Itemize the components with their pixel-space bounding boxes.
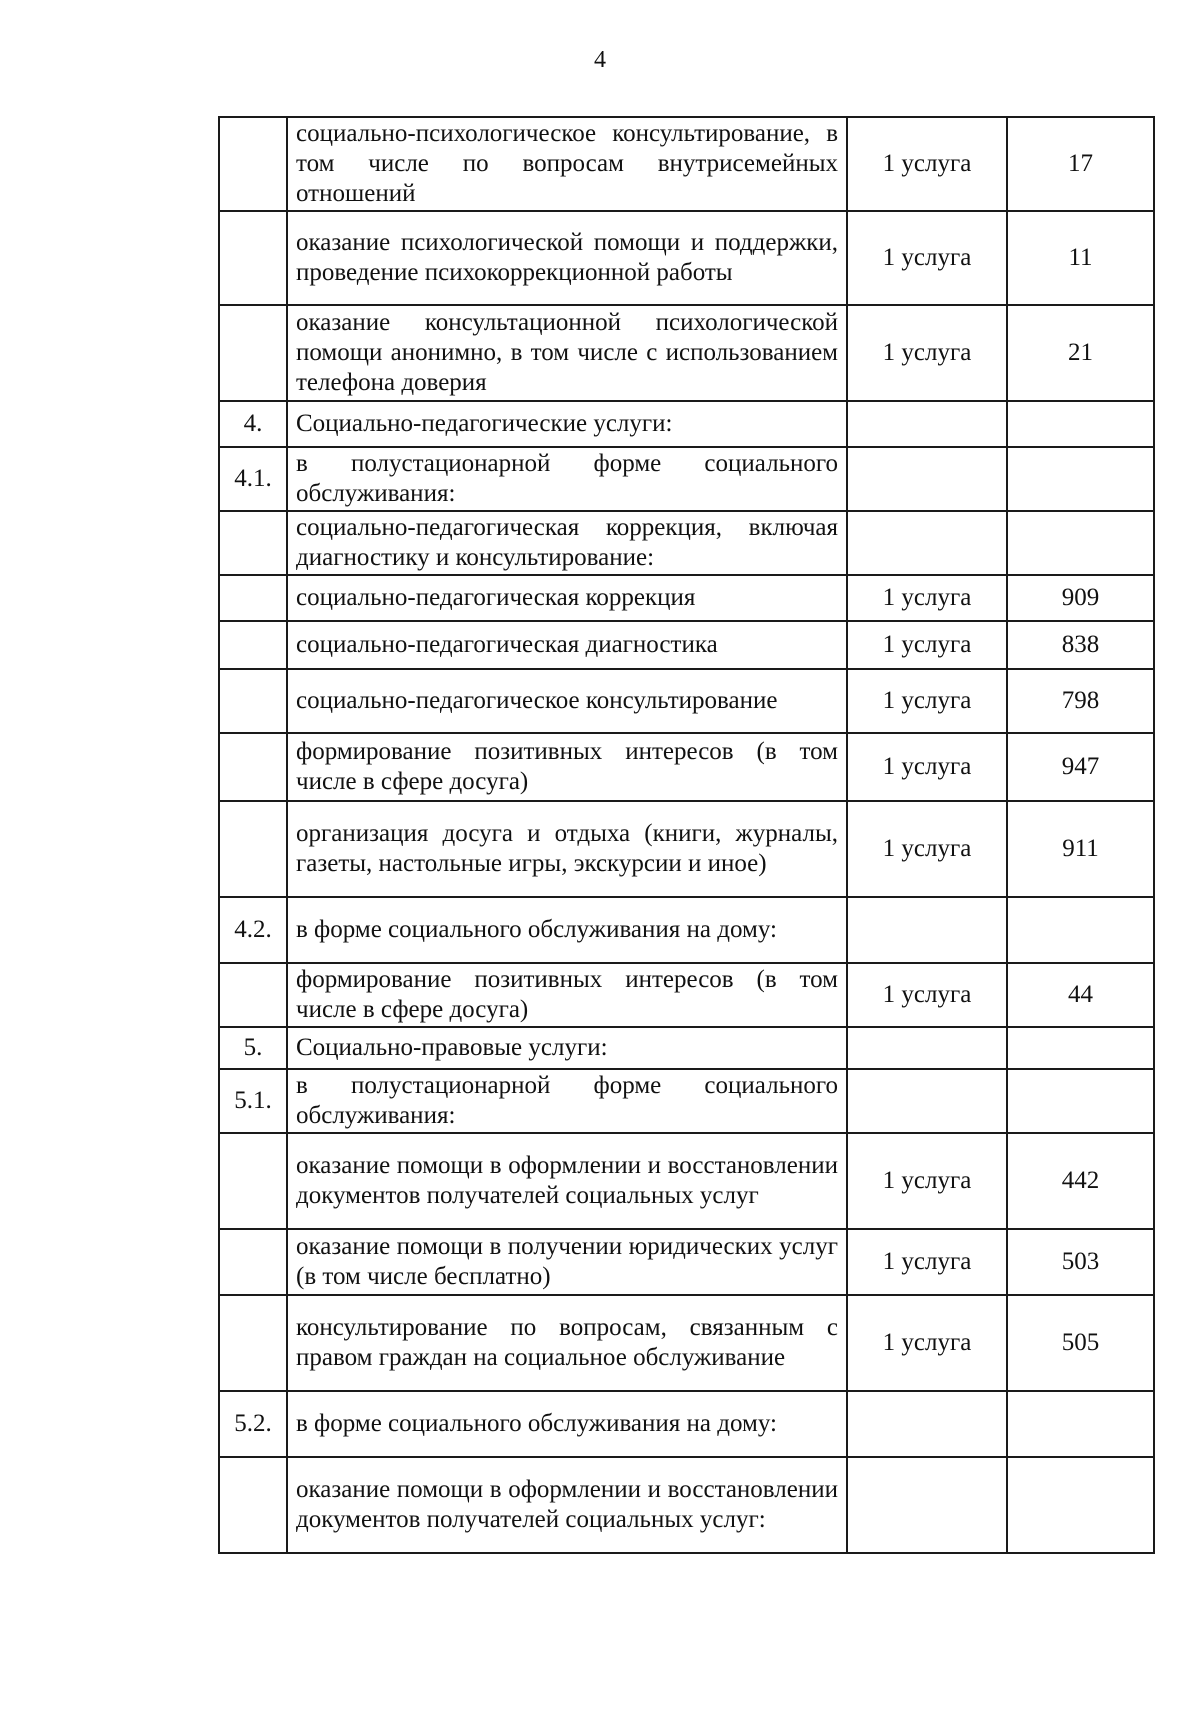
service-unit: 1 услуга xyxy=(847,733,1007,801)
service-value xyxy=(1007,1457,1154,1553)
service-unit: 1 услуга xyxy=(847,117,1007,211)
service-unit: 1 услуга xyxy=(847,211,1007,305)
service-value: 798 xyxy=(1007,669,1154,733)
row-number xyxy=(219,733,287,801)
service-name: оказание консультационной психологической помощи анонимно, в том числе с использованием телефона доверия xyxy=(287,305,847,401)
table-row xyxy=(219,1295,1154,1391)
service-unit xyxy=(847,1027,1007,1069)
service-unit xyxy=(847,401,1007,447)
subsection-title: в форме социального обслуживания на дому: xyxy=(287,897,847,963)
table-row xyxy=(219,1229,1154,1295)
table-row xyxy=(219,963,1154,1027)
service-unit: 1 услуга xyxy=(847,621,1007,669)
table-row xyxy=(219,1133,1154,1229)
service-name: социально-педагогическая коррекция xyxy=(287,575,847,621)
service-value: 947 xyxy=(1007,733,1154,801)
table-row xyxy=(219,1069,1154,1133)
service-name: оказание помощи в получении юридических услуг (в том числе бесплатно) xyxy=(287,1229,847,1295)
service-value xyxy=(1007,1391,1154,1457)
service-value: 44 xyxy=(1007,963,1154,1027)
table-row xyxy=(219,447,1154,511)
row-number xyxy=(219,1457,287,1553)
service-unit xyxy=(847,1457,1007,1553)
service-unit: 1 услуга xyxy=(847,305,1007,401)
table-row xyxy=(219,801,1154,897)
row-number xyxy=(219,621,287,669)
row-number xyxy=(219,1133,287,1229)
service-name: формирование позитивных интересов (в том числе в сфере досуга) xyxy=(287,733,847,801)
table-row xyxy=(219,401,1154,447)
page-number: 4 xyxy=(594,47,606,73)
row-number xyxy=(219,511,287,575)
service-value xyxy=(1007,897,1154,963)
table-row xyxy=(219,897,1154,963)
service-unit xyxy=(847,511,1007,575)
table-row xyxy=(219,1457,1154,1553)
service-value: 503 xyxy=(1007,1229,1154,1295)
service-value: 838 xyxy=(1007,621,1154,669)
service-name: оказание психологической помощи и поддержки, проведение психокоррекционной работы xyxy=(287,211,847,305)
row-number xyxy=(219,963,287,1027)
service-name: организация досуга и отдыха (книги, журналы, газеты, настольные игры, экскурсии и иное) xyxy=(287,801,847,897)
service-name: социально-педагогическое консультирование xyxy=(287,669,847,733)
service-name: социально-психологическое консультирование, в том числе по вопросам внутрисемейных отношений xyxy=(287,117,847,211)
service-unit xyxy=(847,1069,1007,1133)
service-value xyxy=(1007,447,1154,511)
table-row xyxy=(219,575,1154,621)
row-number: 4. xyxy=(219,401,287,447)
table-row xyxy=(219,511,1154,575)
service-value xyxy=(1007,1027,1154,1069)
service-value xyxy=(1007,1069,1154,1133)
service-value xyxy=(1007,511,1154,575)
table-row xyxy=(219,621,1154,669)
service-group-title: социально-педагогическая коррекция, включая диагностику и консультирование: xyxy=(287,511,847,575)
service-unit: 1 услуга xyxy=(847,1295,1007,1391)
table-row xyxy=(219,305,1154,401)
section-title: Социально-педагогические услуги: xyxy=(287,401,847,447)
table-row xyxy=(219,117,1154,211)
service-value: 11 xyxy=(1007,211,1154,305)
service-unit: 1 услуга xyxy=(847,669,1007,733)
service-name: консультирование по вопросам, связанным с правом граждан на социальное обслуживание xyxy=(287,1295,847,1391)
row-number xyxy=(219,211,287,305)
service-unit: 1 услуга xyxy=(847,963,1007,1027)
service-name: социально-педагогическая диагностика xyxy=(287,621,847,669)
row-number: 5.1. xyxy=(219,1069,287,1133)
service-unit: 1 услуга xyxy=(847,801,1007,897)
table-row xyxy=(219,1391,1154,1457)
service-unit xyxy=(847,1391,1007,1457)
table-row xyxy=(219,733,1154,801)
row-number xyxy=(219,1229,287,1295)
row-number xyxy=(219,1295,287,1391)
row-number: 4.2. xyxy=(219,897,287,963)
service-unit: 1 услуга xyxy=(847,1229,1007,1295)
service-value: 442 xyxy=(1007,1133,1154,1229)
row-number: 5. xyxy=(219,1027,287,1069)
table-row xyxy=(219,1027,1154,1069)
service-unit xyxy=(847,897,1007,963)
service-value: 911 xyxy=(1007,801,1154,897)
row-number: 5.2. xyxy=(219,1391,287,1457)
row-number xyxy=(219,575,287,621)
section-title: Социально-правовые услуги: xyxy=(287,1027,847,1069)
row-number xyxy=(219,669,287,733)
service-group-title: оказание помощи в оформлении и восстановлении документов получателей социальных услуг: xyxy=(287,1457,847,1553)
service-value: 21 xyxy=(1007,305,1154,401)
service-value: 505 xyxy=(1007,1295,1154,1391)
subsection-title: в полустационарной форме социального обслуживания: xyxy=(287,1069,847,1133)
table-row xyxy=(219,669,1154,733)
service-unit: 1 услуга xyxy=(847,575,1007,621)
row-number xyxy=(219,305,287,401)
services-table xyxy=(218,116,1155,1554)
service-value: 17 xyxy=(1007,117,1154,211)
subsection-title: в полустационарной форме социального обслуживания: xyxy=(287,447,847,511)
service-name: оказание помощи в оформлении и восстановлении документов получателей социальных услуг xyxy=(287,1133,847,1229)
service-unit xyxy=(847,447,1007,511)
row-number xyxy=(219,117,287,211)
service-value: 909 xyxy=(1007,575,1154,621)
service-value xyxy=(1007,401,1154,447)
row-number xyxy=(219,801,287,897)
service-unit: 1 услуга xyxy=(847,1133,1007,1229)
subsection-title: в форме социального обслуживания на дому: xyxy=(287,1391,847,1457)
service-name: формирование позитивных интересов (в том числе в сфере досуга) xyxy=(287,963,847,1027)
row-number: 4.1. xyxy=(219,447,287,511)
table-row xyxy=(219,211,1154,305)
